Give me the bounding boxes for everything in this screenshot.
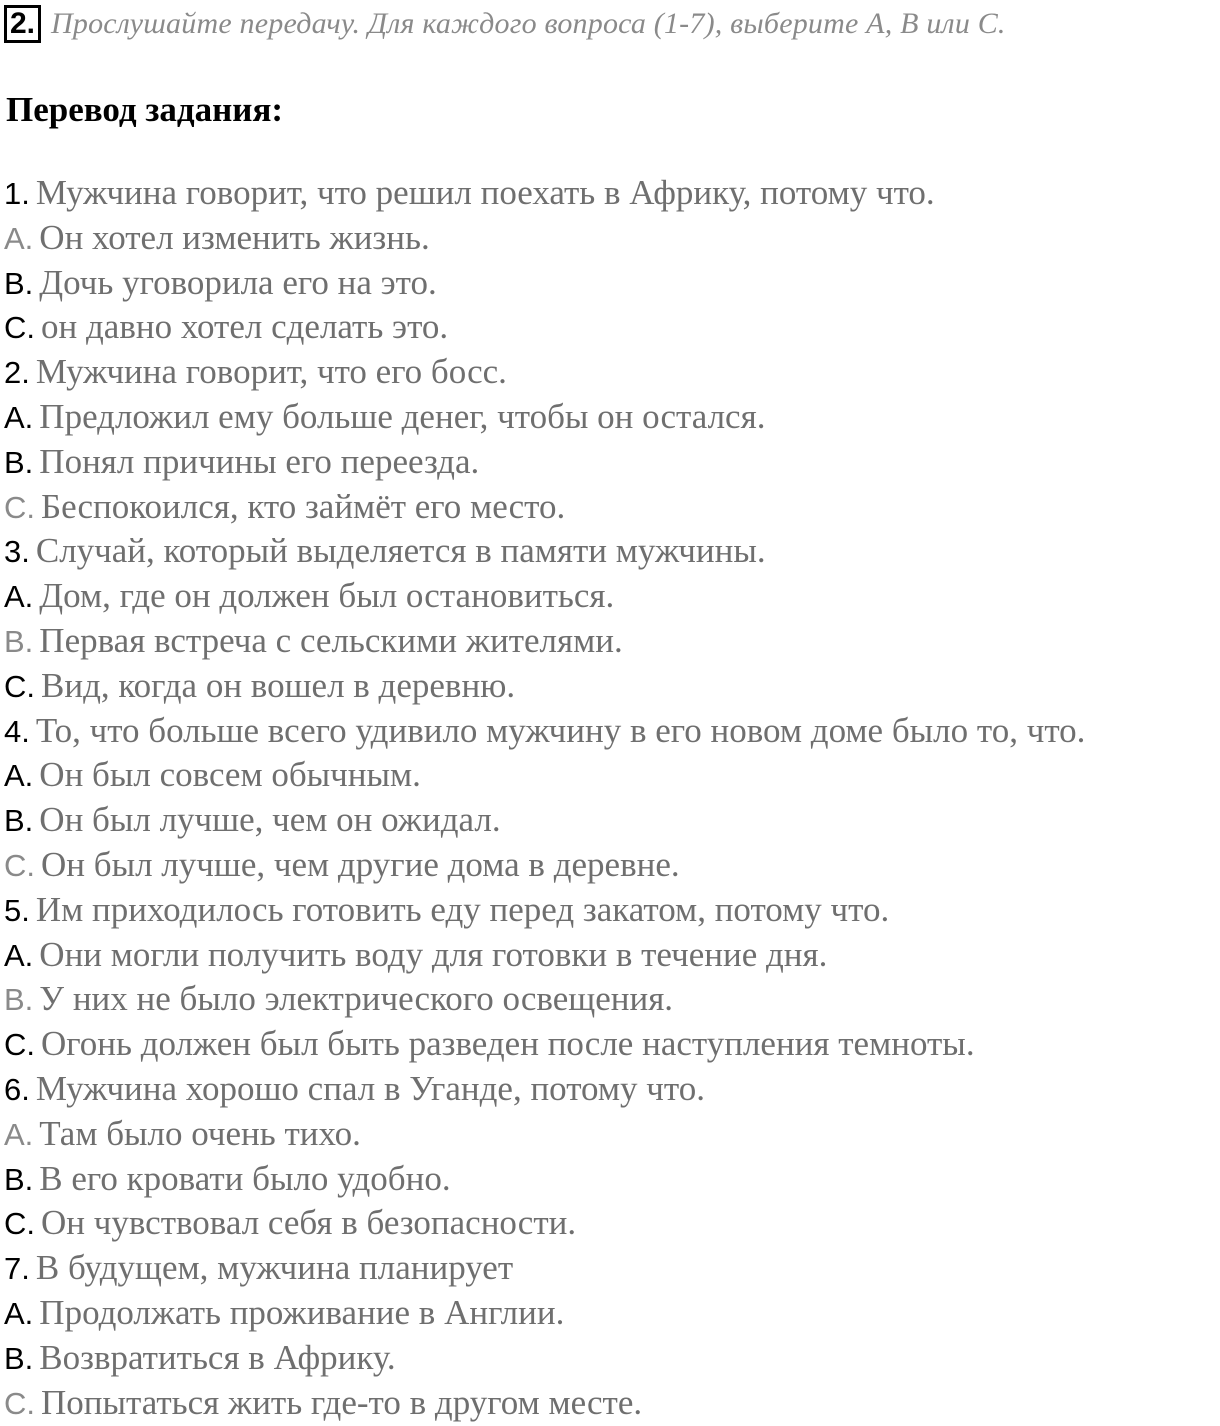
option-letter: А. — [4, 937, 34, 973]
question-line — [4, 1067, 1220, 1112]
question-number: 7. — [4, 1251, 30, 1287]
question-line — [4, 888, 1220, 933]
answer-option-line — [4, 1336, 1220, 1381]
section-title: Перевод задания: — [6, 90, 284, 129]
option-text: Он чувствовал себя в безопасности. — [41, 1203, 577, 1243]
option-text: Он был лучше, чем он ожидал. — [39, 800, 501, 840]
option-text: Попытаться жить где-то в другом месте. — [41, 1382, 643, 1422]
answer-option-line — [4, 977, 1220, 1022]
question-text: То, что больше всего удивило мужчину в его новом доме было то, что. — [35, 710, 1086, 750]
option-text: Понял причины его переезда. — [39, 441, 480, 481]
task-number-box: 2. — [4, 5, 41, 43]
task-header — [4, 4, 1006, 44]
question-line — [4, 350, 1220, 395]
question-line — [4, 1246, 1220, 1291]
option-letter: С. — [4, 1206, 35, 1242]
task-instruction: Прослушайте передачу. Для каждого вопроса (1-7), выберите А, В или С. — [51, 7, 1006, 40]
option-text: Первая встреча с сельскими жителями. — [39, 620, 623, 660]
option-letter: С. — [4, 668, 35, 704]
answer-option-line — [4, 1112, 1220, 1157]
question-line — [4, 171, 1220, 216]
answer-option-line — [4, 1381, 1220, 1426]
option-letter: С. — [4, 1385, 35, 1421]
answer-option-line — [4, 261, 1220, 306]
option-letter: В. — [4, 1161, 34, 1197]
option-text: Вид, когда он вошел в деревню. — [41, 665, 516, 705]
option-text: Предложил ему больше денег, чтобы он остался. — [39, 396, 766, 436]
question-number: 4. — [4, 713, 30, 749]
option-letter: С. — [4, 489, 35, 525]
answer-option-line — [4, 933, 1220, 978]
question-number: 3. — [4, 534, 30, 570]
option-letter: В. — [4, 1340, 34, 1376]
option-text: Огонь должен был быть разведен после наступления темноты. — [41, 1024, 975, 1064]
answer-option-line — [4, 619, 1220, 664]
option-letter: А. — [4, 220, 34, 256]
option-letter: В. — [4, 803, 34, 839]
question-text: Случай, который выделяется в памяти мужчины. — [35, 531, 766, 571]
option-letter: А. — [4, 1295, 34, 1331]
option-text: Он хотел изменить жизнь. — [39, 217, 430, 257]
question-text: Мужчина хорошо спал в Уганде, потому что. — [35, 1068, 705, 1108]
answer-option-line — [4, 485, 1220, 530]
question-line — [4, 709, 1220, 754]
option-text: Беспокоился, кто займёт его место. — [41, 486, 566, 526]
answer-option-line — [4, 305, 1220, 350]
option-text: он давно хотел сделать это. — [41, 307, 449, 347]
question-text: В будущем, мужчина планирует — [35, 1248, 514, 1288]
question-number: 1. — [4, 176, 30, 211]
answer-option-line — [4, 753, 1220, 798]
option-text: Он был совсем обычным. — [39, 755, 421, 795]
option-text: У них не было электрического освещения. — [39, 979, 674, 1019]
option-letter: С. — [4, 847, 35, 883]
answer-option-line — [4, 1291, 1220, 1336]
option-letter: В. — [4, 623, 34, 659]
question-number: 5. — [4, 892, 30, 928]
answer-option-line — [4, 1201, 1220, 1246]
question-text: Им приходилось готовить еду перед закатом, потому что. — [35, 889, 890, 929]
option-text: Они могли получить воду для готовки в течение дня. — [39, 934, 828, 974]
answer-option-line — [4, 440, 1220, 485]
option-text: Он был лучше, чем другие дома в деревне. — [41, 844, 680, 884]
answer-option-line — [4, 1022, 1220, 1067]
question-number: 6. — [4, 1071, 30, 1107]
question-text: Мужчина говорит, что его босс. — [35, 352, 507, 392]
answer-option-line — [4, 216, 1220, 261]
option-letter: А. — [4, 579, 34, 615]
option-letter: А. — [4, 399, 34, 435]
option-letter: А. — [4, 1116, 34, 1152]
option-letter: С. — [4, 310, 35, 346]
question-line — [4, 529, 1220, 574]
option-text: В его кровати было удобно. — [39, 1158, 451, 1198]
question-text: Мужчина говорит, что решил поехать в Африку, потому что. — [35, 173, 935, 212]
answer-option-line — [4, 395, 1220, 440]
option-text: Продолжать проживание в Англии. — [39, 1292, 565, 1332]
option-letter: В. — [4, 982, 34, 1018]
answer-option-line — [4, 798, 1220, 843]
option-text: Дочь уговорила его на это. — [39, 262, 437, 302]
option-text: Дом, где он должен был остановиться. — [39, 576, 615, 616]
option-text: Там было очень тихо. — [39, 1113, 361, 1153]
option-letter: В. — [4, 444, 34, 480]
option-text: Возвратиться в Африку. — [39, 1337, 396, 1377]
answer-option-line — [4, 843, 1220, 888]
option-letter: А. — [4, 758, 34, 794]
question-number: 2. — [4, 355, 30, 391]
answer-option-line — [4, 574, 1220, 619]
answer-option-line — [4, 664, 1220, 709]
option-letter: С. — [4, 1027, 35, 1063]
option-letter: В. — [4, 265, 34, 301]
answer-option-line — [4, 1157, 1220, 1202]
question-answer-list — [4, 171, 1220, 1425]
